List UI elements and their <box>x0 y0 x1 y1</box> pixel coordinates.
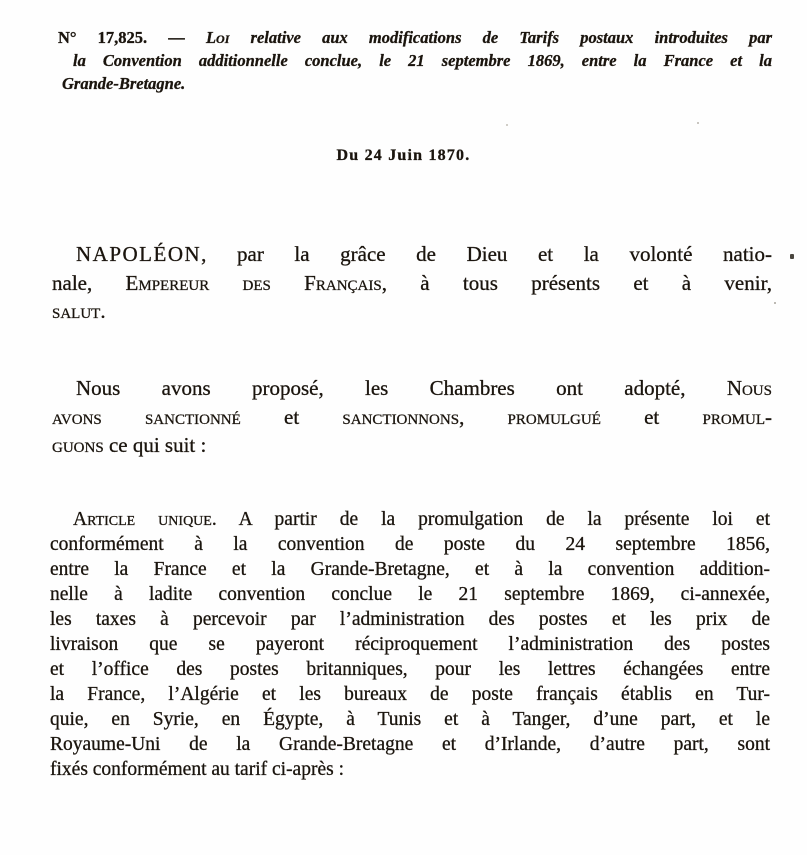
preamble-text-2a: nale, <box>52 270 126 295</box>
law-heading-text-3: Grande-Bretagne. <box>62 74 186 93</box>
article-line-1 <box>50 507 770 532</box>
law-keyword-loi: Loi <box>205 28 230 47</box>
enactment-line-3 <box>52 431 772 460</box>
article-line-8: la France, l’Algérie et les bureaux de poste français établis en Tur- <box>50 684 770 705</box>
article-line-2: conformément à la convention de poste du 24 septembre 1856, <box>50 534 770 555</box>
enactment-text-1: Nous avons proposé, les Chambres ont adopté, <box>76 376 727 400</box>
law-heading-line-3 <box>62 73 761 95</box>
article-line-5: les taxes à percevoir par l’administration des postes et les prix de <box>50 609 770 630</box>
ink-speck <box>506 124 508 126</box>
ink-speck <box>774 302 776 304</box>
article-line-9: quie, en Syrie, en Égypte, à Tunis et à Tanger, d’une part, et le <box>50 709 770 730</box>
preamble-line-3 <box>52 297 772 326</box>
preamble-text-2b: , à tous présents et à venir, <box>381 270 772 295</box>
article-line-4: nelle à ladite convention conclue le 21 septembre 1869, ci-annexée, <box>50 584 770 605</box>
sovereign-title: Empereur des Français <box>125 270 382 295</box>
article-line-3: entre la France et la Grande-Bretagne, et à la convention addition- <box>50 559 770 580</box>
enactment-nous: Nous <box>726 376 772 400</box>
preamble-line-1 <box>52 240 772 269</box>
law-heading-text-1: relative aux modifications de Tarifs postaux introduites par <box>250 28 773 47</box>
preamble-line-2 <box>52 269 772 298</box>
enactment-et-1: et <box>240 404 343 429</box>
enactment-et-2: et <box>600 404 703 429</box>
enactment-promulgue: promulgué <box>507 404 601 429</box>
article-line-10: Royaume-Uni de la Grande-Bretagne et d’Irlande, d’autre part, sont <box>50 734 770 755</box>
enactment-line-1 <box>52 374 772 403</box>
enactment-promul: promul- <box>702 404 772 429</box>
preamble-text-1: , par la grâce de Dieu et la volonté natio- <box>201 242 772 266</box>
enactment-line-2 <box>52 403 772 432</box>
law-number: N° 17,825. — <box>58 28 185 47</box>
law-heading-line-2 <box>73 50 772 72</box>
enactment-comma: , <box>459 404 508 429</box>
article-line-6: livraison que se payeront réciproquement l’administration des postes <box>50 634 770 655</box>
ink-speck <box>697 122 699 124</box>
sovereign-name: NAPOLÉON <box>76 242 202 266</box>
enactment-guons: guons <box>52 433 104 457</box>
ink-speck <box>790 254 794 259</box>
article-text-1: A partir de la promulgation de la présente loi et <box>216 509 770 530</box>
law-heading-line-1 <box>58 27 772 49</box>
article-line-7: et l’office des postes britanniques, pour les lettres échangées entre <box>50 659 770 680</box>
salut-word: salut. <box>52 299 106 323</box>
enactment-sanctionne: avons sanctionné <box>52 404 241 429</box>
promulgation-date: Du 24 Juin 1870. <box>336 147 471 164</box>
article-label: Article unique. <box>73 509 217 530</box>
enactment-text-3: ce qui suit : <box>103 433 207 457</box>
law-heading-text-2: la Convention additionnelle conclue, le 21 septembre 1869, entre la France et la <box>73 51 772 70</box>
enactment-sanctionnons: sanctionnons <box>342 404 460 429</box>
article-line-11: fixés conformément au tarif ci-après : <box>50 759 344 780</box>
